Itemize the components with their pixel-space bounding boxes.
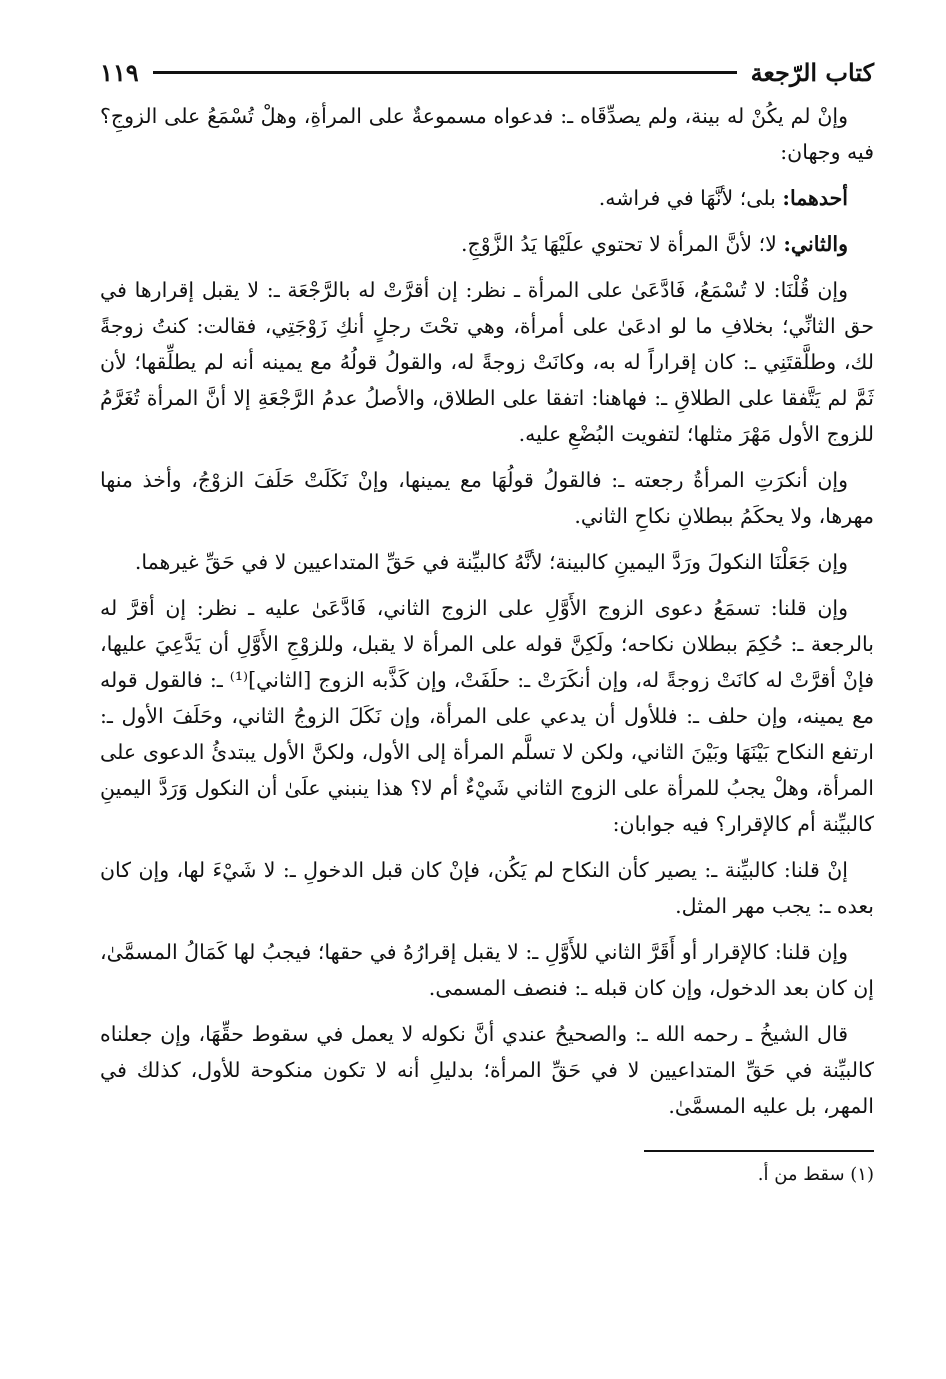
footnote-rule <box>644 1150 874 1152</box>
page-number: ١١٩ <box>100 57 139 87</box>
page-header <box>100 52 874 92</box>
paragraph: والثاني: لا؛ لأنَّ المرأة لا تحتوي علَيْهَا يَدُ الزَّوْجِ. <box>461 232 848 256</box>
paragraph: وإن قلنا: كالإقرار أو أَقَرَّ الثاني للأَوَّلِ ـ: لا يقبل إقرارُهُ في حقها؛ فيجبُ لها كَمَالُ المسمَّىٰ، إن كان بعد الدخول، وإن كان قبله ـ: فنصف المسمى. <box>100 940 874 1000</box>
paragraph-lead: أحدهما: <box>782 186 848 210</box>
paragraph: وإن قلنا: تسمَعُ دعوى الزوج الأَوَّلِ على الزوج الثاني، فَادَّعَىٰ عليه ـ نظر: إن أقرَّ له بالرجعة ـ: حُكِمَ ببطلان نكاحه؛ ولَكِنَّ قوله على المرأة لا يقبل، وللزوْجِ الأَوَّلِ أن يَدَّعِيَ عليها، فإنْ أقرَّتْ له كانَتْ زوجةً له، وإن أنكَرَتْ ـ: حلَفَتْ، وإن كَذَّبه الزوج [الثاني]⁽¹⁾ ـ: فالقول قوله مع يمينه، وإن حلف ـ: فللأول أن يدعي على المرأة، وإن نَكَلَ الزوجُ الثاني، وحَلَفَ الأول ـ: ارتفع النكاح بَيْنَهَا وبَيْنَ الثاني، ولكن لا تسلَّم المرأة إلى الأول، ولكنَّ الأول يبتدئُ الدعوى على المرأة، وهلْ يجبُ للمرأة على الزوج الثاني شَيْءٌ أم لا؟ هذا ينبني علَىٰ أن النكول وَرَدَّ اليمينِ كالبيِّنة أم كالإقرار؟ فيه جوابان: <box>100 596 874 836</box>
footnote: (١) سقط من أ. <box>757 1164 874 1185</box>
paragraph-lead: والثاني: <box>783 232 848 256</box>
paragraph: قال الشيخُ ـ رحمه الله ـ: والصحيحُ عندي أنَّ نكوله لا يعمل في سقوط حقِّهَا، وإن جعلناه كالبيِّنة في حَقِّ المتداعيين لا في حَقِّ المرأة؛ بدليلِ أنه لا تكون منكوحة للأول، كذلك في المهر، بل عليه المسمَّىٰ. <box>100 1022 874 1118</box>
paragraph: وإن قُلْنَا: لا تُسْمَعُ، فَادَّعَىٰ على المرأة ـ نظر: إن أقرَّتْ له بالرَّجْعَة ـ: لا يقبل إقرارها في حق الثانِّي؛ بخلافِ ما لو ادعَىٰ على أمرأة، وهي تحْتَ رجلٍ أنكِ زَوْجَتِي، فقالت: كنتُ زوجةً لك، وطلَّقتَنِي ـ: كان إقراراً له به، وكانَتْ زوجةً له، والقولُ قولُهُ مع يمينه أنه لم يطلِّقها؛ لأن ثَمَّ لم يَتَّفقا على الطلاقِ ـ: فهاهنا: اتفقا على الطلاق، والأصلُ عدمُ الرَّجْعَةِ إلا أنَّ المرأة تُغَرَّمُ للزوج الأول مَهْرَ مثلها؛ لتفويت البُضْعِ عليه. <box>100 278 874 446</box>
paragraph: أحدهما: بلى؛ لأنَّهَا في فراشه. <box>598 186 848 210</box>
paragraph: إنْ قلنا: كالبيِّنة ـ: يصير كأن النكاح لم يَكُن، فإنْ كان قبل الدخولِ ـ: لا شَيْءَ لها، وإن كان بعده ـ: يجب مهر المثل. <box>100 858 874 918</box>
paragraph: وإن أنكرَتِ المرأةُ رجعته ـ: فالقولُ قولُهَا مع يمينها، وإنْ نَكَلَتْ حَلَفَ الزوْجُ، وأخذ منها مهرها، ولا يحكَمُ ببطلانِ نكاحِ الثاني. <box>100 468 874 528</box>
paragraph: وإنْ لم يكُنْ له بينة، ولم يصدِّقَاه ـ: فدعواه مسموعةٌ على المرأةِ، وهلْ تُسْمَعُ على الزوجِ؟ فيه وجهان: <box>100 104 874 164</box>
running-title: كتاب الرّجعة <box>750 57 874 87</box>
page-body <box>100 98 874 1124</box>
header-rule <box>153 71 737 74</box>
paragraph: وإن جَعَلْنَا النكولَ ورَدَّ اليمينِ كالبينة؛ لأنَّهُ كالبيِّنة في حَقِّ المتداعيين لا في حَقِّ غيرهما. <box>134 550 848 574</box>
